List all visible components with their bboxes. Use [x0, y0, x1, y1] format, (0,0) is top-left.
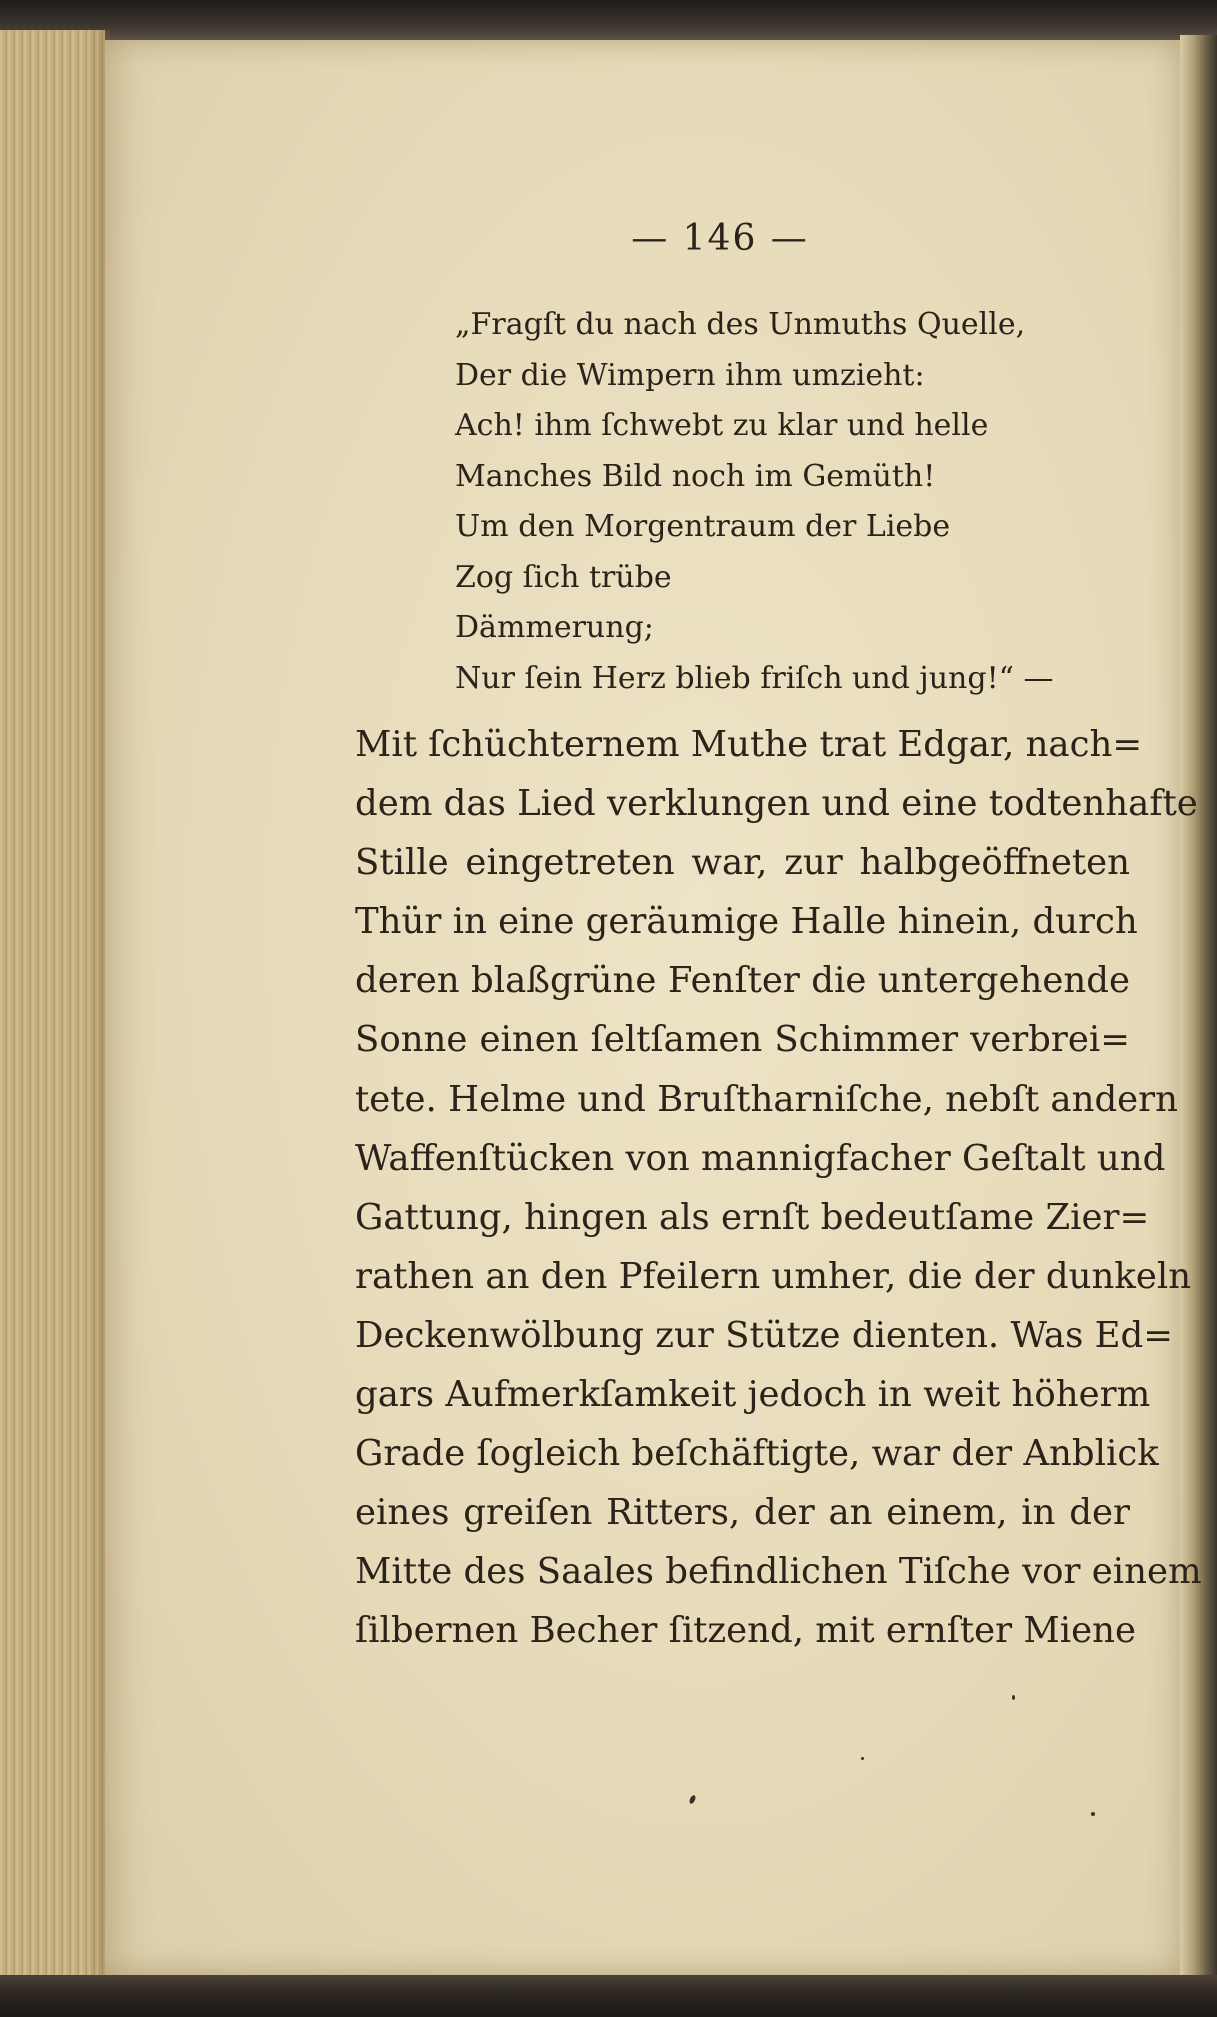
ink-speck — [1012, 1695, 1015, 1700]
page-number: — 146 — — [631, 218, 809, 259]
prose-paragraph — [355, 715, 1202, 1661]
prose-line: dem das Lied verklungen und eine todtenhafte — [355, 783, 1198, 825]
poem-line: Dämmerung; — [455, 610, 654, 645]
prose-line: rathen an den Pfeilern umher, die der dunkeln — [355, 1255, 1192, 1297]
poem-line: Manches Bild noch im Gemüth! — [455, 458, 936, 494]
prose-line: Deckenwölbung zur Stütze dienten. Was Ed= — [355, 1314, 1173, 1356]
poem-line: Der die Wimpern ihm umzieht: — [455, 357, 925, 393]
prose-line: deren blaßgrüne Fenſter die untergehende — [355, 960, 1130, 1002]
ink-speck — [861, 1757, 864, 1760]
ink-speck — [1091, 1812, 1095, 1816]
prose-line: Sonne einen ſeltſamen Schimmer verbrei= — [355, 1019, 1130, 1061]
prose-line: Stille eingetreten war, zur halbgeöffneten — [355, 842, 1130, 884]
prose-line: Grade ſogleich beſchäftigte, war der Anblick — [355, 1433, 1159, 1475]
poem-line: Nur ſein Herz blieb friſch und jung!“ — — [455, 660, 1054, 696]
prose-line: eines greiſen Ritters, der an einem, in der — [355, 1492, 1130, 1534]
poem-line: Um den Morgentraum der Liebe — [455, 509, 951, 544]
prose-line: Gattung, hingen als ernſt bedeutſame Zier= — [355, 1196, 1150, 1238]
prose-line: tete. Helme und Bruſtharniſche, nebſt andern — [355, 1078, 1179, 1120]
poem-line: Zog ſich trübe — [455, 559, 672, 595]
poem-line: „Fragſt du nach des Unmuths Quelle, — [455, 307, 1026, 342]
prose-line: Mitte des Saales befindlichen Tiſche vor einem — [355, 1551, 1202, 1593]
prose-line: gars Aufmerkſamkeit jedoch in weit höherm — [355, 1374, 1151, 1416]
prose-line: ſilbernen Becher ſitzend, mit ernſter Miene — [355, 1610, 1136, 1652]
poem-stanza — [455, 300, 1095, 704]
prose-line: Waffenſtücken von mannigfacher Geſtalt und — [355, 1137, 1166, 1179]
prose-line: Mit ſchüchternem Muthe trat Edgar, nach= — [355, 724, 1143, 765]
poem-line: Ach! ihm ſchwebt zu klar und helle — [455, 408, 989, 443]
prose-line: Thür in eine geräumige Halle hinein, durch — [355, 901, 1138, 943]
ink-speck — [688, 1794, 696, 1804]
